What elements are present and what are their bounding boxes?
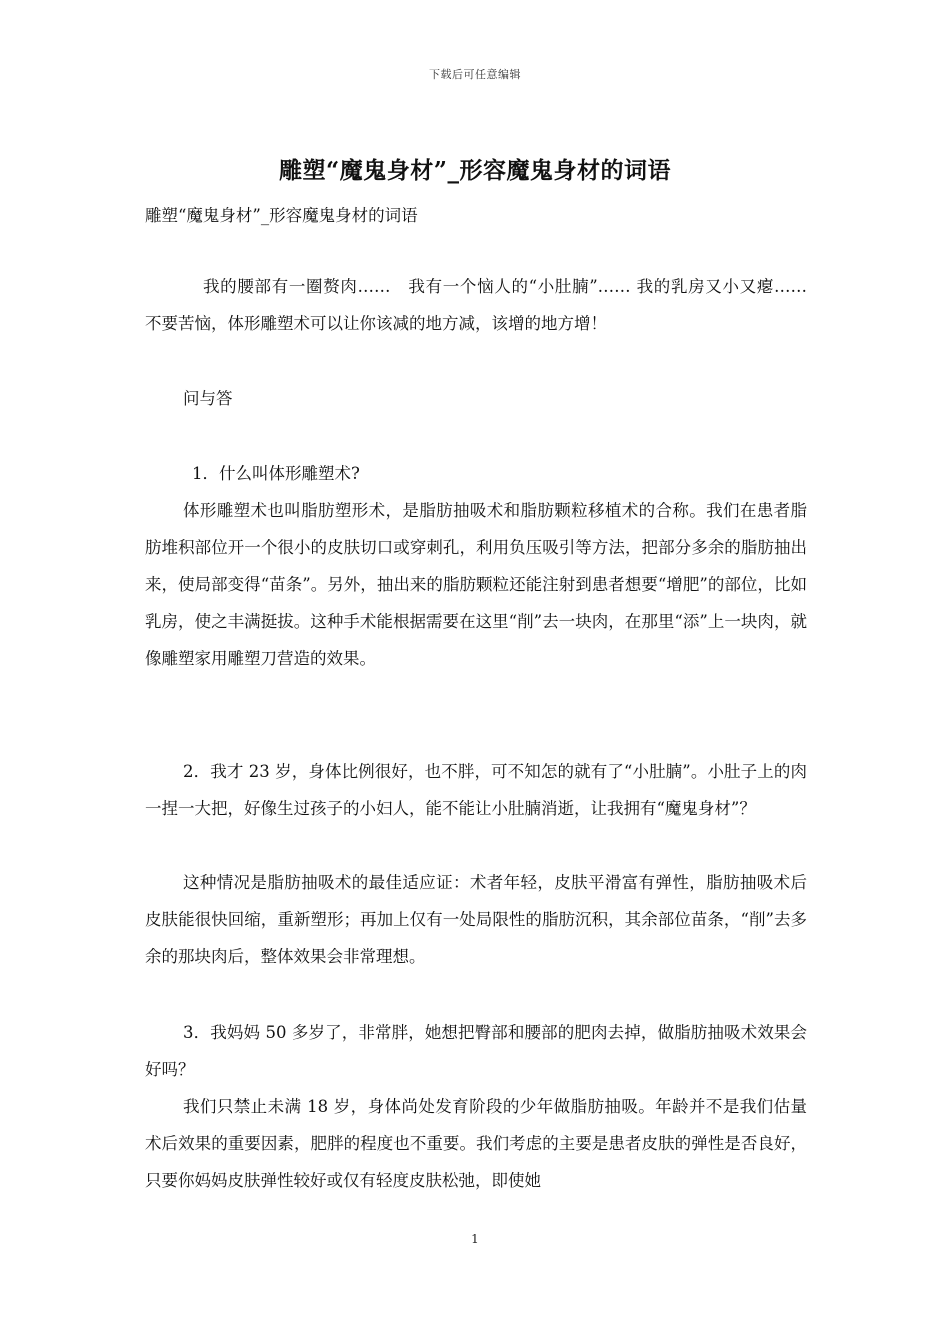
intro-paragraph: 我的腰部有一圈赘肉…… 我有一个恼人的“小肚腩”…… 我的乳房又小又瘪…… 不要苦恼，体形雕塑术可以让你该减的地方减，该增的地方增！ [145,277,807,333]
question-2: 2．我才 23 岁，身体比例很好，也不胖，可不知怎的就有了“小肚腩”。小肚子上的肉一捏一大把，好像生过孩子的小妇人，能不能让小肚腩消逝，让我拥有“魔鬼身材”？ [145,762,807,818]
answer-2: 这种情况是脂肪抽吸术的最佳适应证：术者年轻，皮肤平滑富有弹性，脂肪抽吸术后皮肤能很快回缩，重新塑形；再加上仅有一处局限性的脂肪沉积，其余部位苗条，“削”去多余的那块肉后，整体效果会非常理想。 [145,873,807,966]
question-1: 1．什么叫体形雕塑术? [192,464,360,483]
document-subtitle: 雕塑“魔鬼身材”_形容魔鬼身材的词语 [145,206,418,225]
page-number: 1 [471,1232,479,1246]
answer-3: 我们只禁止未满 18 岁，身体尚处发育阶段的少年做脂肪抽吸。年龄并不是我们估量术后效果的重要因素，肥胖的程度也不重要。我们考虑的主要是患者皮肤的弹性是否良好，只要你妈妈皮肤弹性较好或仅有轻度皮肤松弛，即使她 [145,1097,807,1190]
question-3: 3．我妈妈 50 多岁了，非常胖，她想把臀部和腰部的肥肉去掉，做脂肪抽吸术效果会好吗？ [145,1023,807,1079]
header-note: 下载后可任意编辑 [429,68,521,81]
document-title: 雕塑“魔鬼身材”_形容魔鬼身材的词语 [279,157,671,184]
answer-1: 体形雕塑术也叫脂肪塑形术，是脂肪抽吸术和脂肪颗粒移植术的合称。我们在患者脂肪堆积部位开一个很小的皮肤切口或穿刺孔，利用负压吸引等方法，把部分多余的脂肪抽出来，使局部变得“苗条”。另外，抽出来的脂肪颗粒还能注射到患者想要“增肥”的部位，比如乳房，使之丰满挺拔。这种手术能根据需要在这里“削”去一块肉，在那里“添”上一块肉，就像雕塑家用雕塑刀营造的效果。 [145,501,807,668]
qa-heading: 问与答 [183,389,233,408]
